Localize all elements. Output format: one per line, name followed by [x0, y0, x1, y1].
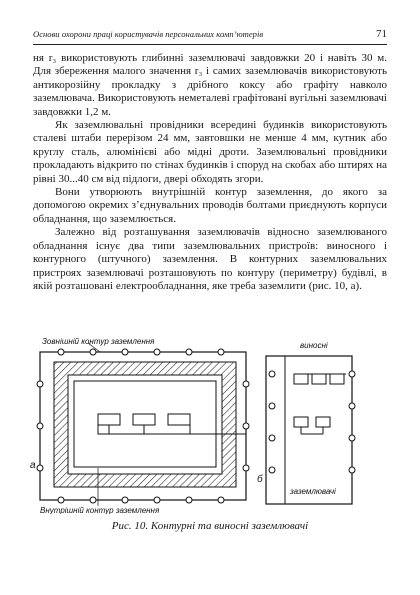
- paragraph: Як заземлювальні провідники всередині будинків використовують сталеві штаби перерізом 24 мм, завтовшки не менше 4 мм, кутник або круглу сталь, алюмінієві або мідні дроти. Заземлювальні провідники прокладають відкрито по стінах будинків і споруд на скобах або штирях на рівні 30...40 см від підлоги, двері обходять згори.: [33, 119, 387, 185]
- body-text: [33, 52, 387, 293]
- paragraph: Залежно від розташування заземлювачів відносно заземлюваного обладнання існує два типи заземлювальних пристроїв: виносного і контурного (штучного) заземлення. В контурних заземлювальних пристроях заземлювачі розташовують по контуру (периметру) будівлі, в якій розташовані електрообладнання, яке треба заземлити (рис. 10, а).: [33, 226, 387, 292]
- label-inner-contour: Внутрішній контур заземлення: [40, 506, 160, 514]
- label-vynosni: виносні: [300, 341, 328, 350]
- equipment-box: [312, 374, 326, 384]
- label-zazemlyuvachi: заземлювачі: [290, 487, 336, 496]
- running-title: Основи охорони праці користувачів персональних комп’ютерів: [33, 29, 264, 39]
- equipment-box: [98, 414, 120, 425]
- remote-electrodes: [269, 371, 355, 473]
- diagram-a: [30, 337, 249, 514]
- equipment-box: [133, 414, 155, 425]
- diagram-b: [257, 341, 355, 504]
- page-number: 71: [376, 28, 387, 40]
- figure-grounding: [28, 334, 392, 514]
- equipment-box: [294, 417, 308, 427]
- label-a: а: [30, 460, 36, 471]
- paragraph: ня r₃ використовують глибинні заземлювачі завдовжки 20 і навіть 30 м. Для збереження малого значення r₃ і самих заземлювачів використовують антикорозійну прокладку з дрібного коксу або графіту навколо заземлювача. Використовують неметалеві графітовані вугільні заземлювачі завдовжки 1,2 м.: [33, 52, 387, 118]
- equipment-box: [294, 374, 308, 384]
- figure-caption: Рис. 10. Контурні та виносні заземлювачі: [111, 520, 309, 532]
- label-b: б: [257, 474, 263, 485]
- equipment-box: [168, 414, 190, 425]
- equipment-box: [316, 417, 330, 427]
- header-rule: [33, 44, 387, 45]
- grounding-diagram: [28, 334, 392, 514]
- label-outer-contour: Зовнішній контур заземлення: [42, 337, 155, 346]
- equipment-box: [330, 374, 344, 384]
- running-header: [33, 28, 387, 40]
- paragraph: Вони утворюють внутрішній контур заземлення, до якого за допомогою окремих з’єднувальних проводів болтами приєднують корпуси обладнання, що заземлюється.: [33, 186, 387, 225]
